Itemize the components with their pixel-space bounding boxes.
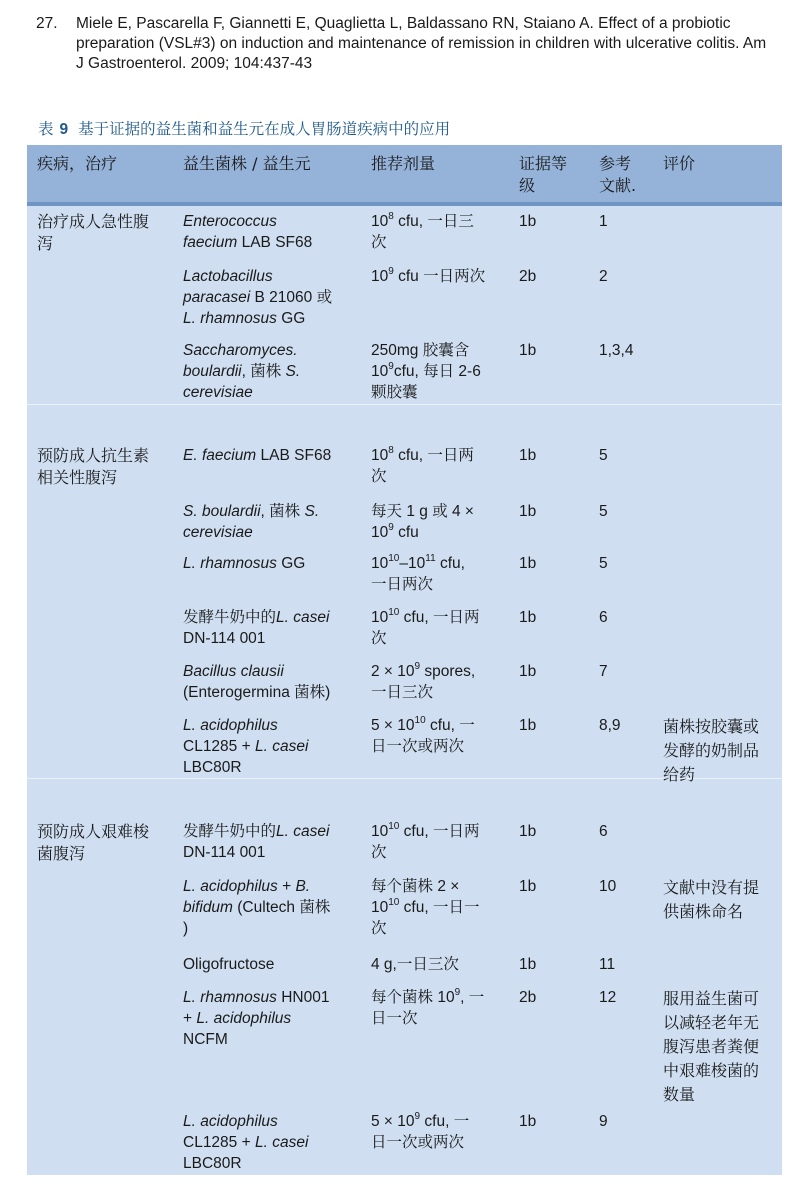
caption-title: 基于证据的益生菌和益生元在成人胃肠道疾病中的应用: [78, 120, 451, 138]
reference-cell: 10: [599, 878, 617, 895]
reference-cell: 6: [599, 609, 608, 626]
strain-cell: 发酵牛奶中的L. casei DN-114 001: [183, 608, 330, 647]
header-comment: 评价: [663, 154, 696, 173]
strain-cell: L. acidophilus + B. bifidum (Cultech 菌株 ): [183, 878, 331, 937]
dose-cell: $5 \times 10^9$ cfu, 一 日一次或两次: [371, 1110, 470, 1151]
strain-cell: Enterococcus faecium LAB SF68: [183, 213, 313, 251]
reference-cell: 7: [599, 663, 608, 680]
dose-cell: $10^9$ cfu 一日两次: [371, 265, 486, 285]
comment-cell: 文献中没有提 供菌株命名: [663, 878, 760, 921]
dose-cell: $10^8$ cfu, 一日两 次: [371, 444, 474, 485]
header-reference: 参考 文献.: [599, 154, 637, 195]
reference-cell: 11: [599, 956, 616, 973]
dose-cell: 4 g,一日三次: [371, 955, 459, 973]
group-divider: [27, 404, 782, 405]
comment-cell: 菌株按胶囊或 发酵的奶制品 给药: [663, 717, 760, 784]
group-label: 治疗成人急性腹 泻: [37, 212, 150, 253]
table-caption: [38, 117, 450, 139]
evidence-cell: 1b: [519, 555, 537, 572]
reference-cell: 5: [599, 503, 608, 520]
reference-cell: 1: [599, 213, 608, 230]
table-header-row: [27, 145, 782, 202]
strain-cell: L. acidophilus CL1285 + L. casei LBC80R: [183, 717, 309, 776]
header-disease: 疾病，治疗: [37, 154, 118, 173]
dose-cell: 每个菌株 $10^9$, 一 日一次: [371, 986, 485, 1027]
header-evidence: 证据等 级: [519, 154, 568, 195]
comment-cell: 服用益生菌可 以减轻老年无 腹泻患者粪便 中艰难梭菌的 数量: [663, 989, 760, 1104]
strain-cell: L. rhamnosus HN001 + L. acidophilus NCFM: [183, 989, 330, 1048]
evidence-cell: 1b: [519, 956, 537, 973]
reference-cell: 6: [599, 823, 608, 840]
reference-cell: 1,3,4: [599, 342, 634, 359]
strain-cell: Lactobacillus paracasei B 21060 或 L. rhamnosus GG: [183, 268, 333, 327]
reference-cell: 12: [599, 989, 617, 1006]
reference-cell: 9: [599, 1113, 608, 1130]
header-strain: 益生菌株 / 益生元: [183, 154, 311, 173]
evidence-cell: 1b: [519, 717, 537, 734]
strain-cell: L. acidophilus CL1285 + L. casei LBC80R: [183, 1113, 309, 1172]
dose-cell: 每个菌株 2 × $10^{10}$ cfu, 一日一 次: [371, 877, 480, 937]
evidence-cell: 2b: [519, 268, 537, 285]
group-label: 预防成人艰难梭 菌腹泻: [37, 822, 150, 863]
probiotic-table: [27, 145, 782, 1175]
strain-cell: S. boulardii, 菌株 S. cerevisiae: [183, 502, 320, 541]
evidence-cell: 1b: [519, 878, 537, 895]
dose-cell: $2 \times 10^9$ spores, 一日三次: [371, 660, 476, 701]
evidence-cell: 1b: [519, 213, 537, 230]
reference-cell: 5: [599, 447, 608, 464]
header-dose: 推荐剂量: [371, 154, 436, 173]
dose-cell: 每天 1 g 或 4 × $10^9$ cfu: [371, 502, 474, 541]
evidence-cell: 1b: [519, 1113, 537, 1130]
group-label: 预防成人抗生素 相关性腹泻: [37, 446, 150, 487]
strain-cell: Saccharomyces. boulardii, 菌株 S. cerevisiae: [183, 342, 301, 401]
reference-entry: [36, 14, 776, 74]
dose-cell: $10^8$ cfu, 一日三 次: [371, 210, 474, 251]
reference-cell: 2: [599, 268, 608, 285]
dose-cell: $10^{10}-10^{11}$ cfu, 一日两次: [371, 552, 465, 593]
strain-cell: E. faecium LAB SF68: [183, 447, 332, 464]
strain-cell: L. rhamnosus GG: [183, 555, 306, 572]
evidence-cell: 1b: [519, 503, 537, 520]
evidence-cell: 1b: [519, 342, 537, 359]
dose-cell: $10^{10}$ cfu, 一日两 次: [371, 606, 480, 647]
evidence-cell: 1b: [519, 609, 537, 626]
dose-cell: $5 \times 10^{10}$ cfu, 一 日一次或两次: [371, 714, 475, 755]
evidence-cell: 1b: [519, 663, 537, 680]
reference-text: Miele E, Pascarella F, Giannetti E, Quaglietta L, Baldassano RN, Staiano A. Effect of a probiotic preparation (VSL#3) on induction and maintenance of remission in children with ulcerative colitis. Am J Gastroenterol. 2009; 104:437-43: [76, 15, 767, 72]
evidence-cell: 2b: [519, 989, 537, 1006]
reference-cell: 8,9: [599, 717, 621, 734]
dose-cell: 250mg 胶囊含 $10^9cfu$, 每日 2-6 颗胶囊: [371, 341, 481, 401]
caption-prefix: 表: [38, 120, 54, 138]
reference-cell: 5: [599, 555, 608, 572]
dose-cell: $10^{10}$ cfu, 一日两 次: [371, 820, 480, 861]
evidence-cell: 1b: [519, 823, 537, 840]
strain-cell: 发酵牛奶中的L. casei DN-114 001: [183, 822, 330, 861]
strain-cell: Oligofructose: [183, 956, 275, 973]
evidence-cell: 1b: [519, 447, 537, 464]
reference-number: 27.: [36, 15, 58, 32]
caption-number: 9: [59, 121, 69, 138]
strain-cell: Bacillus clausii (Enterogermina 菌株): [183, 663, 331, 701]
